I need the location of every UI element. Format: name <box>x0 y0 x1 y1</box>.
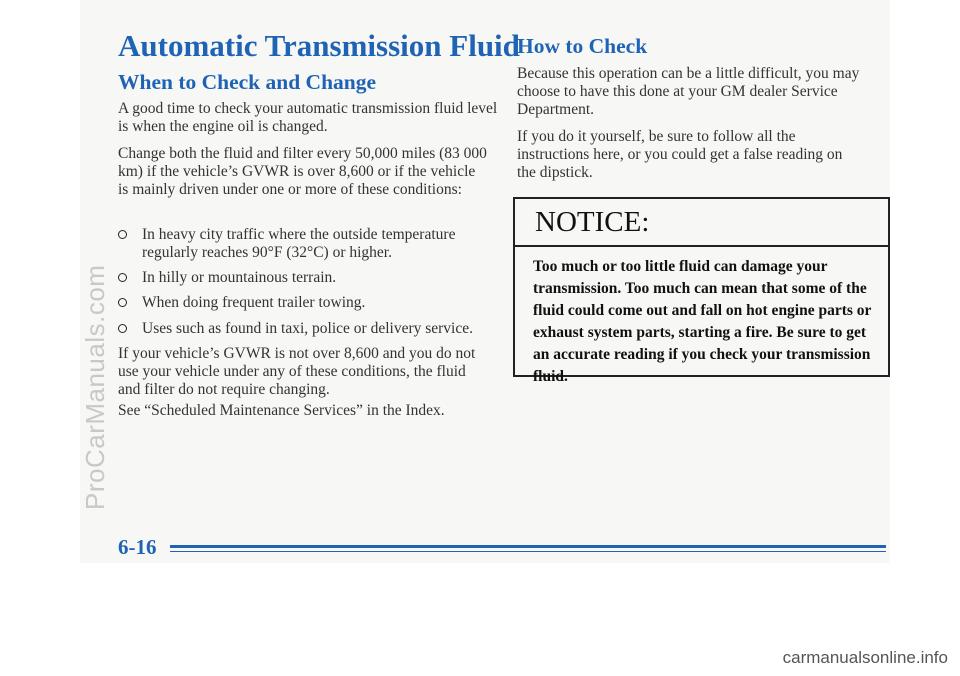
condition-text: Uses such as found in taxi, police or delivery service. <box>142 320 474 337</box>
subsection-title-how: How to Check <box>517 34 648 58</box>
paragraph-dealer: Because this operation can be a little difficult, you may choose to have this done at your GM dealer Service Department. <box>517 65 860 118</box>
paragraph-see-index: See “Scheduled Maintenance Services” in the Index. <box>118 402 445 419</box>
page-number: 6-16 <box>118 535 157 559</box>
condition-text: In heavy city traffic where the outside temperature regularly reaches 90°F (32°C) or higher. <box>142 226 456 261</box>
subsection-title-when: When to Check and Change <box>118 70 377 94</box>
condition-text: In hilly or mountainous terrain. <box>142 269 337 286</box>
notice-header <box>515 199 888 247</box>
footer-rule <box>170 545 886 548</box>
notice-body: Too much or too little fluid can damage your transmission. Too much can mean that some of the fluid could come out and fall on hot engine parts or exhaust system parts, starting a fire. Be sure to get an accurate reading if you check your transmission fluid. <box>533 258 872 385</box>
paragraph-change-interval: Change both the fluid and filter every 50,000 miles (83 000 km) if the vehicle’s GVWR is over 8,600 or if the vehicle is mainly driven under one or more of these conditions: <box>118 145 487 198</box>
notice-box <box>513 197 890 385</box>
bullet-icon <box>118 273 127 282</box>
paragraph-oil-change: A good time to check your automatic transmission fluid level is when the engine oil is changed. <box>118 100 498 135</box>
bullet-icon <box>118 324 127 333</box>
paragraph-no-change: If your vehicle’s GVWR is not over 8,600 and you do not use your vehicle under any of these conditions, the fluid and filter do not require changing. <box>118 345 476 398</box>
notice-title: NOTICE: <box>535 206 650 238</box>
bullet-icon <box>118 230 127 239</box>
footer-rule-thin <box>170 551 886 552</box>
footer-site-logo: carmanualsonline.info <box>782 648 948 667</box>
bullet-icon <box>118 298 127 307</box>
paragraph-do-it-yourself: If you do it yourself, be sure to follow all the instructions here, or you could get a false reading on the dipstick. <box>517 128 843 181</box>
condition-text: When doing frequent trailer towing. <box>142 294 366 311</box>
watermark-text: ProCarManuals.com <box>80 264 110 510</box>
section-title: Automatic Transmission Fluid <box>118 28 520 63</box>
